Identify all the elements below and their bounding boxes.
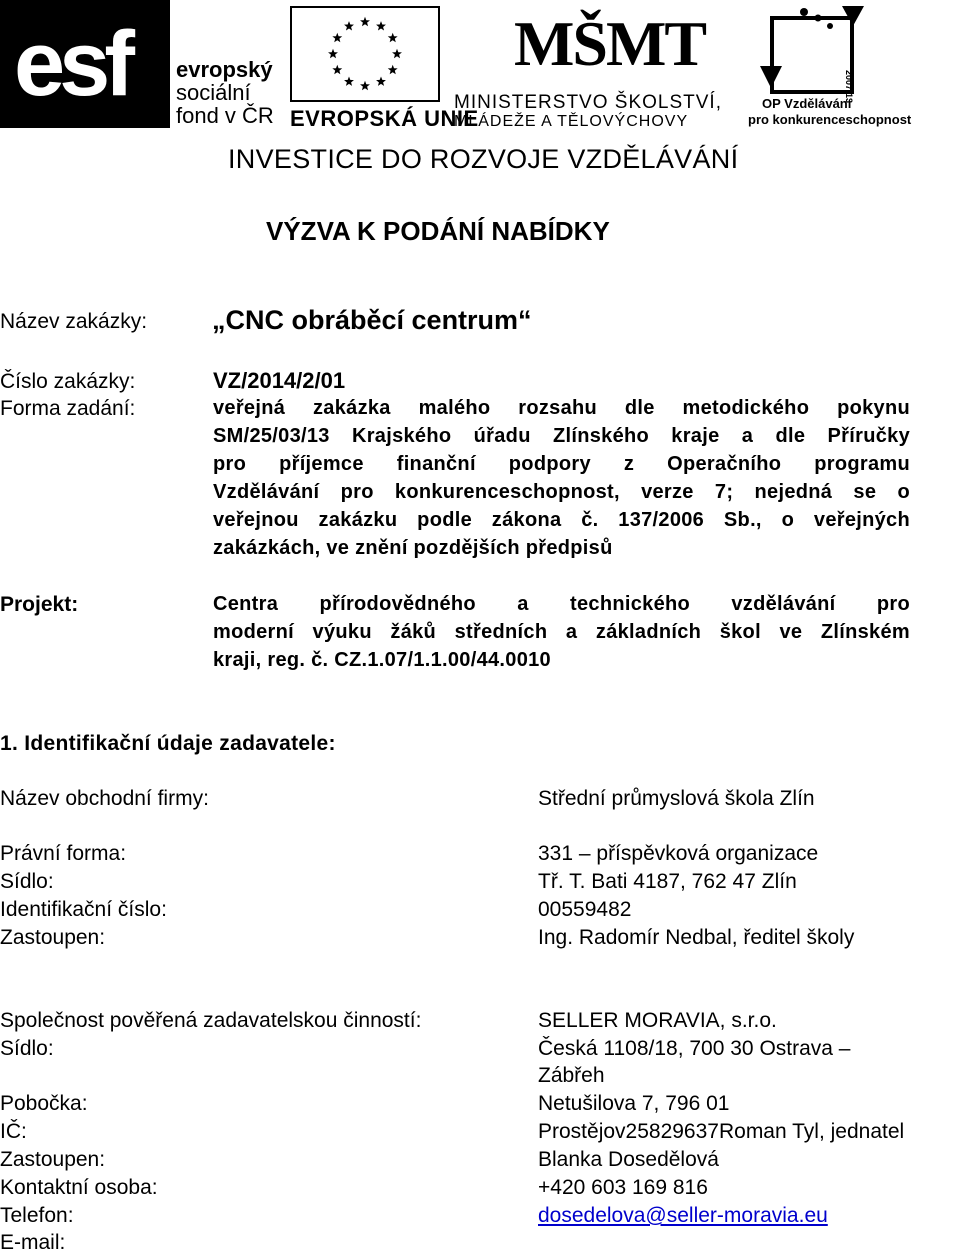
esf-logo <box>0 0 282 130</box>
nazev-value: „CNC obráběcí centrum“ <box>212 305 532 335</box>
row-value: Zábřeh <box>538 1064 605 1087</box>
forma-line: SM/25/03/13 Krajského úřadu Zlínského kraje a dle Příručky <box>213 425 910 447</box>
msmt-line1: MINISTERSTVO ŠKOLSTVÍ, <box>454 92 722 113</box>
esf-line2: sociální <box>176 80 251 105</box>
row-label: Zastoupen: <box>0 926 106 949</box>
op-logo <box>748 0 912 130</box>
forma-line: pro příjemce finanční podpory z Operačního programu <box>213 453 910 475</box>
row-value: SELLER MORAVIA, s.r.o. <box>538 1009 777 1032</box>
row-label: Pobočka: <box>0 1092 88 1115</box>
row-label: Kontaktní osoba: <box>0 1176 158 1199</box>
row-value: Česká 1108/18, 700 30 Ostrava – <box>538 1037 851 1060</box>
forma-line: veřejnou zakázku podle zákona č. 137/2006 Sb., o veřejných <box>213 509 910 531</box>
page-title: VÝZVA K PODÁNÍ NABÍDKY <box>266 216 610 246</box>
row-value: Prostějov25829637Roman Tyl, jednatel <box>538 1120 905 1143</box>
row-label: Právní forma: <box>0 842 127 865</box>
row-label: Telefon: <box>0 1204 74 1227</box>
row-label: Společnost pověřená zadavatelskou činností: <box>0 1009 422 1032</box>
projekt-line: Centra přírodovědného a technického vzdělávání pro <box>213 593 910 615</box>
row-value: 331 – příspěvková organizace <box>538 842 819 865</box>
row-label: E-mail: <box>0 1231 66 1254</box>
projekt-line: kraji, reg. č. CZ.1.07/1.1.00/44.0010 <box>213 649 551 671</box>
row-value: Ing. Radomír Nedbal, ředitel školy <box>538 926 855 949</box>
row-value: 00559482 <box>538 898 632 921</box>
section1-heading: 1. Identifikační údaje zadavatele: <box>0 732 336 755</box>
msmt-line2: MLÁDEŽE A TĚLOVÝCHOVY <box>454 113 689 130</box>
forma-line: zakázkách, ve znění pozdějších předpisů <box>213 537 613 559</box>
row-label: Sídlo: <box>0 870 54 893</box>
row-label: Název obchodní firmy: <box>0 787 209 810</box>
row-label: Identifikační číslo: <box>0 898 167 921</box>
esf-line3: fond v ČR <box>176 103 274 128</box>
op-line1: OP Vzdělávání <box>762 96 852 111</box>
cislo-label: Číslo zakázky: <box>0 370 136 393</box>
row-value: Netušilova 7, 796 01 <box>538 1092 730 1115</box>
projekt-line: moderní výuku žáků středních a základních škol ve Zlínském <box>213 621 910 643</box>
forma-line: veřejná zakázka malého rozsahu dle metodického pokynu <box>213 397 910 419</box>
nazev-label: Název zakázky: <box>0 310 148 333</box>
projekt-label: Projekt: <box>0 593 79 616</box>
op-line2: pro konkurenceschopnost <box>748 112 912 127</box>
forma-line: Vzdělávání pro konkurenceschopnost, verze 7; nejedná se o <box>213 481 910 503</box>
esf-mark: esf <box>14 13 129 115</box>
row-label: Sídlo: <box>0 1037 54 1060</box>
forma-text <box>213 397 910 565</box>
row-value: Tř. T. Bati 4187, 762 47 Zlín <box>538 870 797 893</box>
forma-label: Forma zadání: <box>0 397 136 420</box>
projekt-text <box>213 593 910 677</box>
row-label: IČ: <box>0 1120 27 1143</box>
row-value: Střední průmyslová škola Zlín <box>538 787 815 810</box>
row-value: Blanka Dosedělová <box>538 1148 719 1171</box>
eu-flag-icon <box>290 6 440 102</box>
eu-caption: EVROPSKÁ UNIE <box>290 106 479 131</box>
msmt-mark: MŠMT <box>514 8 706 79</box>
cislo-value: VZ/2014/2/01 <box>213 368 346 393</box>
msmt-logo <box>452 0 722 130</box>
eu-logo <box>290 6 479 131</box>
slogan: INVESTICE DO ROZVOJE VZDĚLÁVÁNÍ <box>228 144 739 174</box>
row-label: Zastoupen: <box>0 1148 106 1171</box>
op-years: 2007-13 <box>844 70 854 104</box>
row-value: +420 603 169 816 <box>538 1176 708 1199</box>
esf-line1: evropský <box>176 57 273 82</box>
email-link[interactable]: dosedelova@seller-moravia.eu <box>538 1204 828 1227</box>
